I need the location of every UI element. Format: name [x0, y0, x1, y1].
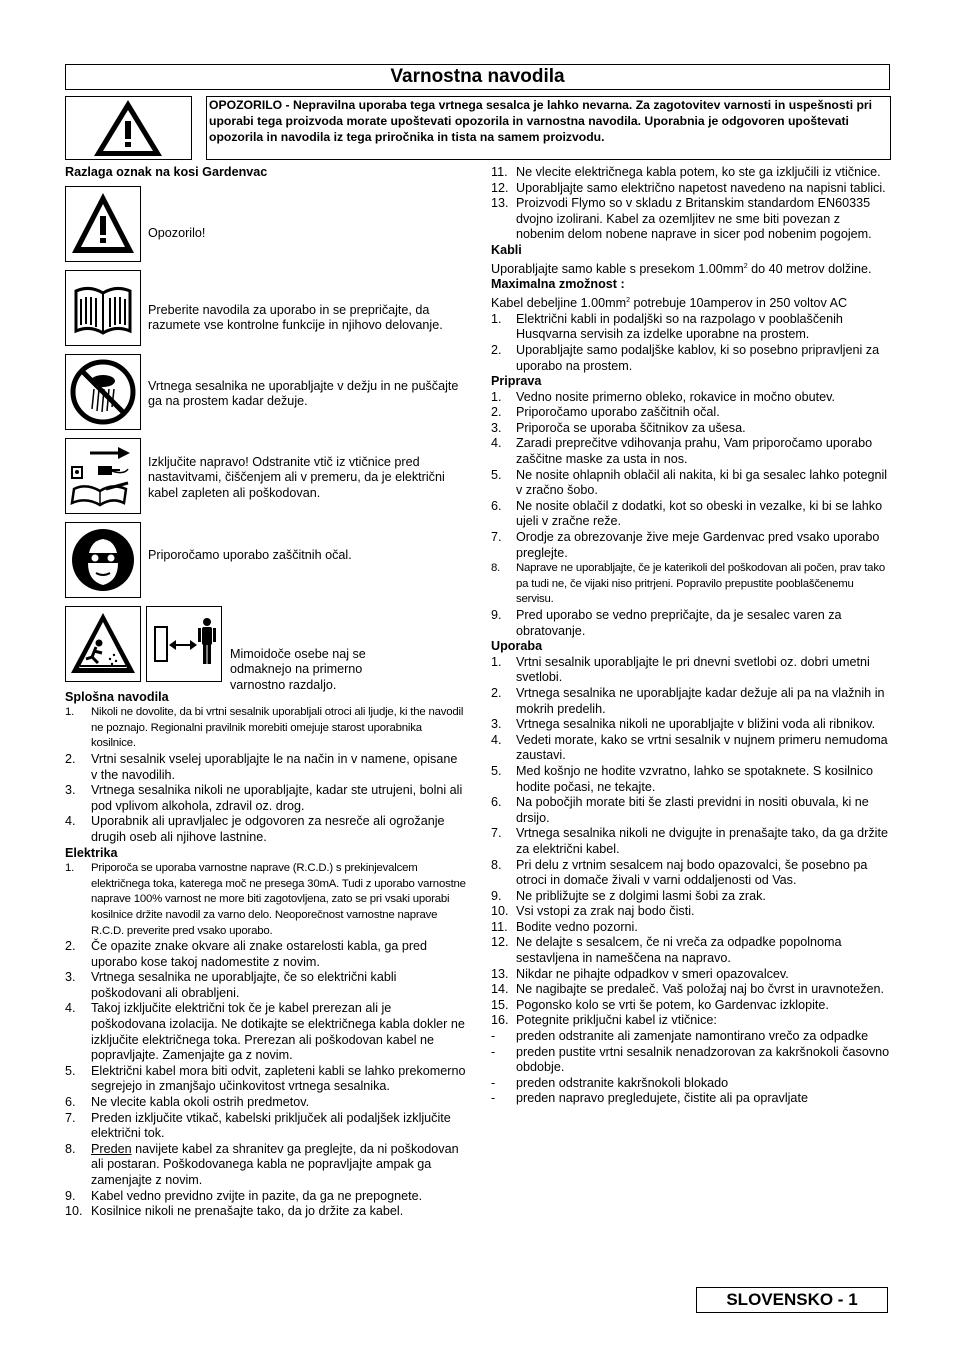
- list-item: 6. Na pobočjih morate biti še zlasti previdni in nositi obuvala, ki ne drsijo.: [491, 795, 869, 825]
- warning-symbol-box: [65, 96, 192, 160]
- list-item: 15. Pogonsko kolo se vrti še potem, ko Gardenvac izklopite.: [491, 997, 829, 1012]
- list-item: 4. Zaradi preprečitve vdihovanja prahu, Vam priporočamo uporabo zaščitne maske za usta in nos.: [491, 436, 873, 467]
- list-item: 6. Ne nosite oblačil z dodatki, kot so obeski in vezalke, ki bi se lahko ujeli v zračne reže.: [491, 498, 883, 529]
- list-item: 5. Ne nosite ohlapnih oblačil ali nakita, ki bi ga sesalec lahko potegnil v zračno šobo.: [491, 467, 888, 498]
- list-item: 8. Pri delu z vrtnim sesalcem naj bodo opazovalci, še posebno pa otroci in domače živali v varni oddaljenosti od Vas.: [491, 857, 868, 888]
- symbol-text-goggles: Priporočamo uporabo zaščitnih očal.: [148, 547, 352, 562]
- list-item: 4. Uporabnik ali upravljalec je odgovoren za nesreče ali ogrožanje drugih oseb ali njihove lastnine.: [65, 814, 445, 844]
- electrical-heading: Elektrika: [65, 845, 118, 860]
- list-item: 9. Pred uporabo se vedno prepričajte, da je sesalec varen za obratovanje.: [491, 608, 842, 638]
- symbol-text-unplug: Izključite napravo! Odstranite vtič iz vtičnice pred nastavitvami, čiščenjem ali v premeru, da je električni kabel zapleten ali poškodovan.: [148, 454, 445, 500]
- symbol-text-read-manual: Preberite navodila za uporabo in se prepričajte, da razumete vse kontrolne funkcije in njihovo delovanje.: [148, 302, 443, 333]
- underlined-word: Preden: [91, 1141, 132, 1156]
- symbols-heading: Razlaga oznak na kosi Gardenvac: [65, 165, 268, 179]
- list-item: 3. Priporoča se uporaba ščitnikov za ušesa.: [491, 420, 746, 435]
- list-item: 14. Ne nagibajte se predaleč. Vaš položaj naj bo čvrst in uravnotežen.: [491, 982, 885, 997]
- list-item: 2. Če opazite znake okvare ali znake ostarelosti kabla, ga pred uporabo kose takoj nadomestite z novim.: [65, 939, 428, 969]
- list-item: 1. Električni kabli in podaljški so na razpolago v pooblaščenih Husqvarna servisih za izdelke uporabne na prostem.: [491, 311, 843, 342]
- list-item: 4. Vedeti morate, kako se vrtni sesalnik v nujnem primeru nemudoma zaustavi.: [491, 732, 888, 763]
- list-item: 4. Takoj izključite električni tok če je kabel prerezan ali je poškodovana izolacija. Ne dotikajte se električnega kabla dokler ne izključite električnega toka. Prerezan ali poškodovan kabel ne popravljajte. Zamenjajte ga z novim.: [65, 1001, 465, 1063]
- page-title: Varnostna navodila: [65, 64, 890, 90]
- list-item: 6. Ne vlecite kabla okoli ostrih predmetov.: [65, 1095, 310, 1110]
- unplug-icon: [65, 438, 141, 514]
- list-item: 10. Vsi vstopi za zrak naj bodo čisti.: [491, 904, 695, 919]
- preparation-heading: Priprava: [491, 374, 542, 389]
- list-item: 3. Vrtnega sesalnika nikoli ne uporabljajte, kadar ste utrujeni, bolni ali pod vplivom alkohola, zdravil oz. drog.: [65, 783, 463, 813]
- list-item: 7. Vrtnega sesalnika nikoli ne dvigujte in prenašajte tako, da ga držite za električni kabel.: [491, 826, 888, 856]
- symbol-row-warning: [65, 181, 467, 265]
- list-item: 9. Ne približujte se z dolgimi lasmi šobi za zrak.: [491, 888, 766, 903]
- list-item: 5. Med košnjo ne hodite vzvratno, lahko se spotaknete. S kosilnico hodite počasi, ne tekajte.: [491, 763, 874, 794]
- list-item: 1. Vedno nosite primerno obleko, rokavice in močno obutev.: [491, 389, 835, 404]
- bystander-warning-triangle-icon: [65, 606, 141, 682]
- warning-text: OPOZORILO - Nepravilna uporaba tega vrtnega sesalca je lahko nevarna. Za zagotovitev varnosti in uspešnosti pri uporabi tega proizvoda morate upoštevati opozorila in varnostna navodila. Uporabnia je odgovoren upoštevati opozorila in navodila iz tega priročnika in tista na samem proizvodu.: [206, 96, 891, 160]
- page-footer-language: SLOVENSKO - 1: [696, 1287, 888, 1313]
- list-item: 7. Orodje za obrezovanje žive meje Gardenvac pred vsako uporabo preglejte.: [491, 530, 880, 560]
- list-item: 11. Bodite vedno pozorni.: [491, 919, 638, 934]
- list-item: 9. Kabel vedno previdno zvijte in pazite, da ga ne prepognete.: [65, 1188, 423, 1203]
- list-item: 1. Priporoča se uporaba varnostne naprave (R.C.D.) s prekinjevalcem električnega toka, katerega moč ne presega 30mA. Tudi z uporabo varnostne naprave 100% varnost ne more biti zagotovljena, zato se pri vsaki uporabi kosilnice držite navodil za varno delo. Neoporečnost varnostne naprave R.C.D. preverite pred vsako uporabo.: [65, 862, 466, 937]
- list-item: 3. Vrtnega sesalnika nikoli ne uporabljajte v bližini voda ali ribnikov.: [491, 717, 876, 732]
- list-item: 10. Kosilnice nikoli ne prenašajte tako, da jo držite za kabel.: [65, 1204, 404, 1219]
- list-item: 2. Vrtni sesalnik vselej uporabljajte le na način in v namene, opisane v the navodilih.: [65, 751, 458, 782]
- symbol-row-no-rain: [65, 349, 467, 433]
- symbol-row-read-manual: [65, 265, 467, 349]
- capacity-heading: Maximalna zmožnost :: [491, 277, 625, 292]
- no-rain-icon: [65, 354, 141, 430]
- dash-item: - preden odstranite kakršnokoli blokado: [491, 1075, 729, 1090]
- list-item: 2. Priporočamo uporabo zaščitnih očal.: [491, 405, 720, 420]
- list-item: 13. Proizvodi Flymo so v skladu z Britanskim standardom EN60335 dvojno izolirani. Kabel za ozemljitev ne sme biti povezan z nobenim delom nobene naprave in sicer pod nobenim pogojem.: [491, 196, 872, 242]
- list-item: 2. Vrtnega sesalnika ne uporabljajte kadar dežuje ali pa na vlažnih in mokrih predelih.: [491, 685, 885, 716]
- dash-item: - preden napravo pregledujete, čistite ali pa opravljate: [491, 1091, 808, 1106]
- cables-text: Uporabljajte samo kable s presekom $1.00mm^2$ do 40 metrov dolžine.: [491, 261, 872, 276]
- list-item: 5. Električni kabel mora biti odvit, zapleteni kabli se lahko prekomerno segrejejo in zmanjšajo učinkovitost vrtnega sesalnika.: [65, 1063, 466, 1094]
- right-column: [491, 165, 891, 1107]
- list-item: 13. Nikdar ne pihajte odpadkov v smeri opazovalcev.: [491, 966, 789, 981]
- symbol-row-unplug: [65, 433, 467, 517]
- list-item: 1. Nikoli ne dovolite, da bi vrtni sesalnik uporabljali otroci ali ljudje, ki the navodil ne poznajo. Regionalni pravilnik morebiti omejuje starost uporabnika kosilnice.: [65, 706, 464, 750]
- open-book-icon: [65, 270, 141, 346]
- symbol-row-bystanders: [65, 601, 467, 692]
- operation-heading: Uporaba: [491, 639, 543, 654]
- dash-item: - preden pustite vrtni sesalnik nenadzorovan za kakršnokoli časovno obdobje.: [491, 1044, 890, 1075]
- capacity-text: Kabel debeljine $1.00mm^2$ potrebuje 10amperov in 250 voltov AC: [491, 296, 848, 311]
- list-item: 12. Uporabljajte samo električno napetost navedeno na napisni tablici.: [491, 180, 886, 195]
- warning-triangle-icon: [66, 97, 191, 159]
- warning-triangle-icon: [65, 186, 141, 262]
- symbol-text-warning: Opozorilo!: [148, 225, 206, 240]
- left-column: [65, 165, 467, 1220]
- bystander-distance-icon: [146, 606, 222, 682]
- general-heading: Splošna navodila: [65, 689, 169, 704]
- symbol-text-no-rain: Vrtnega sesalnika ne uporabljajte v dežju in ne puščajte ga na prostem kadar dežuje.: [148, 378, 459, 409]
- list-item: 2. Uporabljajte samo podaljške kablov, ki so posebno pripravljeni za uporabo na prostem.: [491, 342, 880, 373]
- list-item: 1. Vrtni sesalnik uporabljajte le pri dnevni svetlobi oz. dobri umetni svetlobi.: [491, 654, 870, 685]
- list-item: 3. Vrtnega sesalnika ne uporabljajte, če so električni kabli poškodovani ali obrabljeni.: [65, 970, 397, 1000]
- dash-item: - preden odstranite ali zamenjate namontirano vrečo za odpadke: [491, 1029, 869, 1044]
- list-item: 11. Ne vlecite električnega kabla potem, ko ste ga izključili iz vtičnice.: [491, 165, 881, 179]
- list-item: 8. Preden navijete kabel za shranitev ga preglejte, da ni poškodovan ali postaran. Poškodovanega kabla ne popravljajte ampak ga zamenjajte z novim.: [65, 1141, 459, 1187]
- symbol-row-goggles: [65, 517, 467, 601]
- list-item: 7. Preden izključite vtikač, kabelski priključek ali podaljšek izključite električni tok.: [65, 1110, 451, 1141]
- symbol-text-bystanders: Mimoidoče osebe naj se odmaknejo na primerno varnostno razdaljo.: [230, 646, 366, 692]
- list-item: 12. Ne delajte s sesalcem, če ni vreča za odpadke popolnoma sestavljena in nameščena na napravo.: [491, 935, 842, 966]
- list-item: 16. Potegnite priključni kabel iz vtičnice:: [491, 1013, 717, 1028]
- cables-heading: Kabli: [491, 242, 522, 257]
- list-item: 8. Naprave ne uporabljajte, če je katerikoli del poškodovan ali počen, prav tako pa tudi ne, če vijaki niso pritrjeni. Popravilo prepustite pooblaščenemu servisu.: [491, 562, 885, 606]
- safety-goggles-icon: [65, 522, 141, 598]
